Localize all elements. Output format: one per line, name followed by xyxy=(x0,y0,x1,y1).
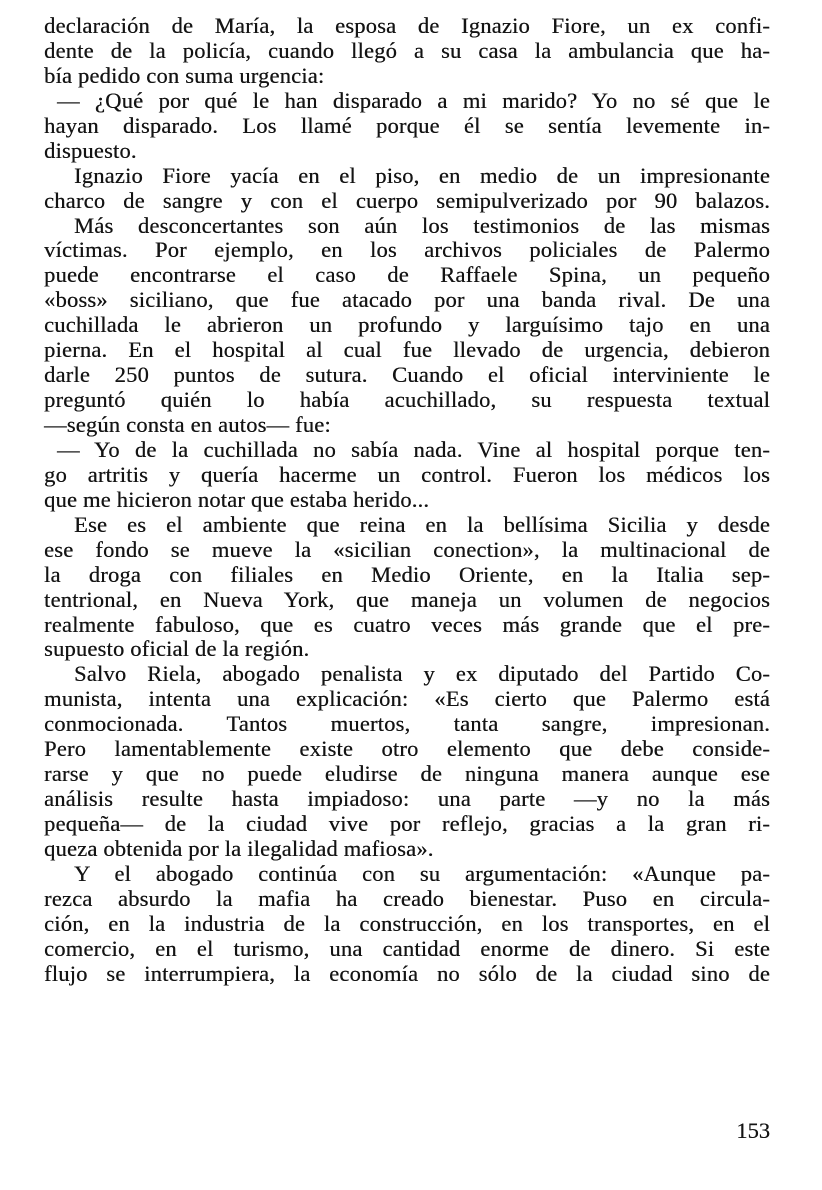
text-line: rarse y que no puede eludirse de ninguna manera aunque ese xyxy=(44,761,770,787)
text-line: ese fondo se mueve la «sicilian conection», la multinacional de xyxy=(44,536,770,562)
text-line: tentrional, en Nueva York, que maneja un volumen de negocios xyxy=(44,586,770,612)
text-line: la droga con filiales en Medio Oriente, en la Italia sep- xyxy=(44,561,770,587)
text-line: Ese es el ambiente que reina en la bellísima Sicilia y desde xyxy=(74,511,770,537)
text-line: supuesto oficial de la región. xyxy=(44,636,310,662)
text-line: pierna. En el hospital al cual fue llevado de urgencia, debieron xyxy=(44,337,770,363)
text-line: go artritis y quería hacerme un control. Fueron los médicos los xyxy=(44,461,770,487)
text-line: víctimas. Por ejemplo, en los archivos policiales de Palermo xyxy=(44,237,770,263)
text-line: hayan disparado. Los llamé porque él se sentía levemente in- xyxy=(44,112,770,138)
text-line: — Yo de la cuchillada no sabía nada. Vine al hospital porque ten- xyxy=(57,436,770,462)
text-line: declaración de María, la esposa de Ignazio Fiore, un ex confi- xyxy=(44,13,770,38)
text-line: — ¿Qué por qué le han disparado a mi marido? Yo no sé que le xyxy=(57,87,770,113)
text-line: ción, en la industria de la construcción, en los transportes, en el xyxy=(44,910,770,936)
text-line: darle 250 puntos de sutura. Cuando el oficial interviniente le xyxy=(44,362,770,388)
text-line: cuchillada le abrieron un profundo y larguísimo tajo en una xyxy=(44,312,770,338)
text-line: «boss» siciliano, que fue atacado por una banda rival. De una xyxy=(44,287,770,313)
page-number: 153 xyxy=(736,1118,770,1143)
text-line: comercio, en el turismo, una cantidad enorme de dinero. Si este xyxy=(44,935,770,961)
text-line: queza obtenida por la ilegalidad mafiosa». xyxy=(44,835,434,861)
text-line: Ignazio Fiore yacía en el piso, en medio de un impresionante xyxy=(74,162,770,188)
text-line: charco de sangre y con el cuerpo semipulverizado por 90 balazos. xyxy=(44,187,770,213)
text-line: análisis resulte hasta impiadoso: una parte —y no la más xyxy=(44,786,770,812)
text-line: flujo se interrumpiera, la economía no sólo de la ciudad sino de xyxy=(44,960,770,986)
text-line: Y el abogado continúa con su argumentación: «Aunque pa- xyxy=(74,860,770,886)
text-line: —según consta en autos— fue: xyxy=(44,412,331,437)
text-line: dispuesto. xyxy=(44,137,137,163)
text-line: munista, intenta una explicación: «Es cierto que Palermo está xyxy=(44,686,770,712)
text-line: dente de la policía, cuando llegó a su casa la ambulancia que ha- xyxy=(44,37,770,63)
text-line: rezca absurdo la mafia ha creado bienestar. Puso en circula- xyxy=(44,885,770,911)
text-line: Pero lamentablemente existe otro elemento que debe conside- xyxy=(44,736,770,762)
text-line: puede encontrarse el caso de Raffaele Spina, un pequeño xyxy=(44,262,770,288)
text-line: que me hicieron notar que estaba herido... xyxy=(44,486,430,512)
text-line: conmocionada. Tantos muertos, tanta sangre, impresionan. xyxy=(44,711,770,737)
text-line: preguntó quién lo había acuchillado, su respuesta textual xyxy=(44,387,770,413)
text-line: realmente fabuloso, que es cuatro veces más grande que el pre- xyxy=(44,611,770,637)
text-line: Salvo Riela, abogado penalista y ex diputado del Partido Co- xyxy=(74,661,770,687)
text-line: bía pedido con suma urgencia: xyxy=(44,62,325,88)
page-body xyxy=(44,14,770,987)
text-line: Más desconcertantes son aún los testimonios de las mismas xyxy=(74,212,770,238)
text-line: pequeña— de la ciudad vive por reflejo, gracias a la gran ri- xyxy=(44,811,770,836)
